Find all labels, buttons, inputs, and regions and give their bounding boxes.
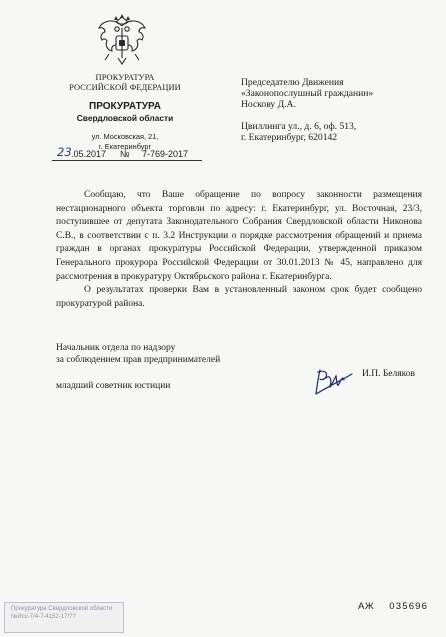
serial-number: 035696 [389,601,429,612]
sender-address-line-2: г. Екатеринбург [98,141,152,151]
registration-number: 7-769-2017 [142,149,189,159]
handwritten-day: 23 [57,145,72,159]
coat-of-arms-emblem [95,14,149,68]
stamp-line-1: Прокуратура Свердловской области [11,606,113,612]
recipient-address-2: г. Екатеринбург, 620142 [241,132,338,143]
signer-position-line-1: Начальник отдела по надзору [56,343,176,353]
number-sign: № [120,149,130,159]
org-line-2: РОССИЙСКОЙ ФЕДЕРАЦИИ [69,83,181,92]
signer-rank: младший советник юстиции [56,381,171,391]
signature-block [56,342,286,392]
recipient-line-1: Председателю Движения [241,77,344,88]
recipient-line-3: Носкову Д.А. [241,99,296,110]
sender-header [40,73,210,151]
registration-underline [52,160,202,161]
body-paragraph-2: О результатах проверки Вам в установленный законом срок будет сообщено прокуратурой района. [56,285,422,309]
org-region: Свердловской области [76,113,174,123]
form-serial [358,601,428,612]
incoming-registration-stamp [4,602,124,633]
registration-line [52,145,202,163]
org-title: ПРОКУРАТУРА [89,101,161,112]
sender-address-line-1: ул. Московская, 21, [91,132,159,141]
letter-body [56,189,422,311]
signer-position-line-2: за соблюдением прав предпринимателей [56,355,221,365]
recipient-block [241,77,436,143]
recipient-line-2: «Законопослушный гражданин» [241,88,374,99]
signer-name: И.П. Беляков [362,369,415,379]
recipient-address-1: Цвиллинга ул., д. 6, оф. 513, [241,121,357,132]
registration-date: .05.2017 [71,149,107,159]
serial-code: АЖ [358,601,375,612]
stamp-line-2: №Исх-7/4-7-4152-17/?? [11,614,76,620]
org-line-1: ПРОКУРАТУРА [95,73,155,82]
body-paragraph-1: Сообщаю, что Ваше обращение по вопросу законности размещения нестационарного объекта торговли по адресу: г. Екатеринбург, ул. Восточная, 23/3, поступившее от депутата Законодательного Собрания Свердловской области Никонова С.В., в соответствии с п. 3.2 Инструкции о порядке рассмотрения обращений и приема граждан в органах прокуратуры Российской Федерации, утвержденной приказом Генерального прокурора Российской Федерации от 30.01.2013 № 45, направлено для рассмотрения в прокуратуру Октябрьского района г. Екатеринбурга. [56,190,422,282]
